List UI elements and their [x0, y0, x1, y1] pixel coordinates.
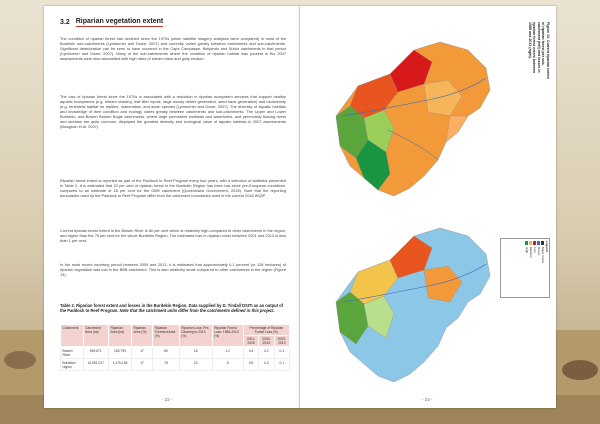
legend-label: Medium: [529, 247, 533, 258]
cell: 17: [131, 359, 152, 371]
legend-item: [529, 241, 533, 299]
table-row: [61, 359, 290, 371]
th-percentage-loss: Percentage of Riparian Forest Loss (%): [243, 325, 289, 336]
th-catchment: Catchment: [61, 325, 84, 347]
table-header-row: [61, 325, 290, 336]
cell: 18: [179, 347, 212, 359]
page-number-left: - 22 -: [162, 397, 173, 402]
cell: 1,475,135: [108, 359, 131, 371]
cell: 1.2: [212, 347, 243, 359]
figure-caption: Figure 13. Current riparian extent of riparian forest per sub-catchment (left) and losses in riparian forest extent between 1988 and 2013 (right).: [527, 22, 550, 79]
cell: 80: [153, 347, 180, 359]
map-legend: [500, 238, 550, 298]
table-row: [61, 347, 290, 359]
legend-label: Low: [533, 247, 537, 253]
legend-label: High: [525, 247, 529, 254]
map-lower: [328, 206, 498, 392]
legend-item: [525, 241, 529, 299]
cell: 0.4: [243, 347, 258, 359]
legend-swatch: [525, 241, 528, 245]
paragraph-3: Riparian forest extent is reported as part of the Paddock to Reef Program every four years, with a selection of statistics presented in Table 2. It is estimated that 22 per cent of riparian forest in the Burdekin Region has been lost since pre-European conditions, compared to an estimate of 18 per cent for the GBR catchment (Queensland Government, 2015). Note that the reporting boundaries used by the Paddock to Reef Program differ from the catchment boundaries used in the current 2016 WQIP.: [60, 178, 286, 198]
page-number-right: - 23 -: [422, 397, 433, 402]
th-riparian-loss-pre: Riparian Loss: Pre-Clearing to 2013 (%): [179, 325, 212, 347]
th-riparian-area-pct: Riparian Area (%): [131, 325, 152, 347]
cell: 0.1: [274, 347, 289, 359]
th-riparian-area-ha: Riparian Area (ha): [108, 325, 131, 347]
th-sub-2: 2009-2013: [259, 336, 274, 347]
cell: 14,051,017: [83, 359, 108, 371]
th-riparian-forest-loss: Riparian Forest Loss: 1988-2013 (%): [212, 325, 243, 347]
th-sub-1: 2001-2005: [243, 336, 258, 347]
map-upper: [328, 20, 498, 200]
paragraph-5: In the most recent reporting period between 2009 and 2013, it is estimated that approximately 0.1 percent (or 128 hectares) of riparian vegetation was lost in the BBB catchment. This is also relatively small compared to other catchments in the region (Figure 13).: [60, 262, 286, 277]
cell: 163,799: [108, 347, 131, 359]
legend-label: Rivers: [537, 247, 541, 256]
cell: 22: [179, 359, 212, 371]
section-number: 3.2: [60, 19, 70, 26]
table-caption: [60, 303, 288, 313]
catchment-map: [328, 20, 498, 392]
left-page: [44, 6, 300, 408]
section-title: Riparian vegetation extent: [75, 18, 164, 25]
paragraph-4: Current riparian forest extent in the Bowen River is 80 per cent which is relatively high compared to other catchments in the region, and higher than the 75 per cent for the whole Burdekin Region. The estimated loss in riparian cover between 2001 and 2013 is less than 1 per cent.: [60, 228, 286, 243]
table-caption-note: Note that the catchment units differ from the catchments defined in this project.: [119, 308, 275, 314]
th-riparian-forested: Riparian Forested Area (%): [153, 325, 180, 347]
cell: 0.1: [274, 359, 289, 371]
table-caption-main: Table 2. Riparian forest extent and losses in the Burdekin Region. Data supplied by D. Tindall DSITI as an output of the Paddock to Reef Program.: [60, 303, 283, 314]
cell: 0.3: [259, 359, 274, 371]
th-catchment-area: Catchment Area (ha): [83, 325, 108, 347]
paragraph-1: The condition of riparian forest has declined since the 1970s (when satellite imagery analyses were compared) in most of the Burdekin sub-catchments (Lymburner and Dowe, 2007) and currently varies greatly between catchments and sub-catchments. Significant deterioration can be seen to have occurred in the Cape Campaspe, Belyando and Suttor catchments in that period (Lymburner and Dowe, 2007). Many of the sub-catchments where the condition of riparian habitat was poorest in the 2007 assessments were also associated with high rates of stream bank and gully erosion.: [60, 36, 286, 61]
paragraph-2: The loss of riparian forest since the 1970s is associated with a reduction in riparian ecosystem services that support healthy aquatic ecosystems (e.g. stream shading, leaf litter inputs, large woody debris generation, seed bank generation) and biodiversity (e.g. terrestrial habitat for reptiles, mammalian, and avian species (Lymburner and Dowe, 2007). The diversity of aquatic habitats and knowledge of their condition and ecology varies greatly between catchments and sub-catchments. The Upper and Lower Burdekin, and Bowen Broken Bogie catchments, where large permanent wetlands and waterholes, and perennially flowing rivers and streams are quite common, displayed the greatest diversity and ecological value of aquatic habitats in 2007 assessments (Maughan et al. 2007).: [60, 94, 286, 129]
cell: 0.5: [243, 359, 258, 371]
cell: 75: [153, 359, 180, 371]
legend-item: [533, 241, 537, 299]
cell: 17: [131, 347, 152, 359]
legend-item: [537, 241, 541, 299]
cell: 0.2: [259, 347, 274, 359]
figure-caption-box: [498, 22, 552, 82]
cell: 5: [212, 359, 243, 371]
cell: 949,671: [83, 347, 108, 359]
legend-swatch: [529, 241, 532, 245]
cell-name: Burdekin region: [61, 359, 84, 371]
right-page: [300, 6, 556, 408]
legend-swatch: [541, 241, 544, 245]
section-heading: [60, 18, 163, 27]
legend-label: Major towns: [541, 247, 545, 264]
riparian-table: [60, 324, 290, 371]
legend-item: [541, 241, 545, 299]
th-sub-3: 2009-2013: [274, 336, 289, 347]
legend-swatch: [537, 241, 540, 245]
map-figure: [328, 20, 498, 392]
legend-swatch: [533, 241, 536, 245]
legend-title: Legend: [545, 241, 549, 252]
cell-name: Bowen River: [61, 347, 84, 359]
